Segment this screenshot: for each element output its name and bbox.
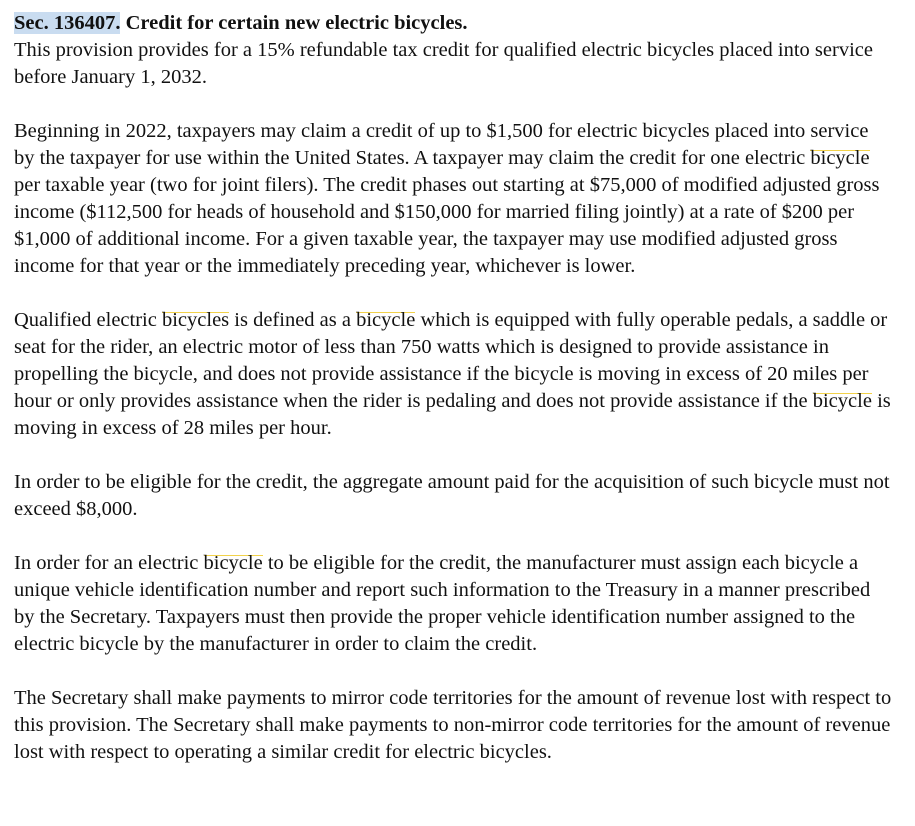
paragraph-territories — [14, 685, 894, 766]
paragraph-definition — [14, 307, 894, 442]
highlighted-term: bicycle — [812, 390, 872, 412]
highlighted-term: bicycles — [161, 309, 230, 331]
highlighted-term: bicycle — [810, 147, 870, 169]
text-segment: Qualified electric — [14, 309, 162, 331]
text-segment: In order for an electric — [14, 552, 204, 574]
text-segment: which is equipped with fully operable pedals, a saddle or seat for the rider, an electric motor of less than 750 watts which is designed to provide assistance in propelling the bicycle, and does not provide assistance if the bicycle is moving in excess of 20 miles per hour or only provides assistance when the rider is pedaling and does not provide assistance if the — [14, 309, 888, 412]
highlighted-term: bicycle — [356, 309, 416, 331]
paragraph-summary — [14, 37, 894, 91]
text-segment: The Secretary shall make payments to mirror code territories for the amount of revenue lost with respect to this provision. The Secretary shall make payments to non-mirror code territories for the amount of revenue lost with respect to operating a similar credit for electric bicycles. — [14, 687, 892, 763]
section-heading — [14, 10, 894, 37]
document-body — [14, 10, 894, 793]
text-segment: This provision provides for a 15% refundable tax credit for qualified electric bicycles placed into service before January 1, 2032. — [14, 39, 873, 88]
text-segment: to be eligible for the credit, the manufacturer must assign each bicycle a unique vehicle identification number and report such information to the Treasury in a manner prescribed by the Secretary. Taxpayers must then provide the proper vehicle identification number assigned to the electric bicycle by the manufacturer in order to claim the credit. — [14, 552, 871, 655]
section-number: Sec. 136407. — [14, 12, 121, 34]
text-segment: is moving in excess of 28 miles per hour. — [14, 390, 891, 439]
section-title: Credit for certain new electric bicycles. — [120, 12, 468, 34]
text-segment: Beginning in 2022, taxpayers may claim a credit of up to $1,500 for electric bicycles placed into service by the taxpayer for use within the United States. A taxpayer may claim the credit for one electric — [14, 120, 869, 169]
paragraph-vin-requirement — [14, 550, 894, 658]
highlighted-term: bicycle — [203, 552, 263, 574]
paragraph-price-cap — [14, 469, 894, 523]
paragraph-eligibility-limits — [14, 118, 894, 280]
text-segment: per taxable year (two for joint filers). The credit phases out starting at $75,000 of modified adjusted gross income ($112,500 for heads of household and $150,000 for married filing jointly) at a rate of $200 per $1,000 of additional income. For a given taxable year, the taxpayer may use modified adjusted gross income for that year or the immediately preceding year, whichever is lower. — [14, 174, 880, 277]
text-segment: is defined as a — [229, 309, 357, 331]
text-segment: In order to be eligible for the credit, the aggregate amount paid for the acquisition of such bicycle must not exceed $8,000. — [14, 471, 890, 520]
